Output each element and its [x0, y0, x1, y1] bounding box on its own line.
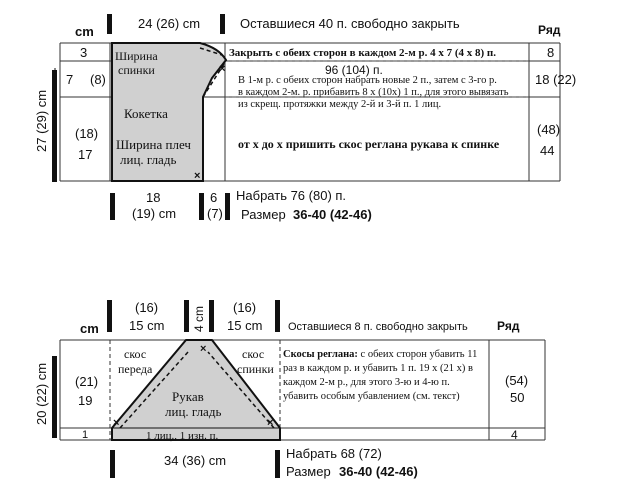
- col3-main: 15 cm: [227, 318, 263, 333]
- header-tick: [220, 14, 225, 34]
- add-line-1: В 1-м р. с обеих сторон набрать новые 2 п., затем с 3-го р.: [238, 75, 497, 86]
- raglan-line-2: раз в каждом р. и убавить 1 п. 19 х (21 х) в: [283, 363, 473, 374]
- col1-main: 15 cm: [129, 318, 165, 333]
- raglan-title: Скосы реглана:: [283, 349, 358, 360]
- sleeve-diagram: [34, 300, 545, 479]
- sleeve-label-2: лиц. гладь: [165, 404, 222, 419]
- bottom-tick: [275, 450, 280, 478]
- bottom-tick: [225, 193, 230, 220]
- add-line-2: в каждом 2-м. р. прибавить 8 х (10х) 1 п., для этого вывязать: [238, 87, 509, 98]
- row-50: 50: [510, 390, 525, 405]
- row-54: (54): [505, 373, 529, 388]
- raglan-line-3: каждом 2-м р., для этого 3-ю и 4-ю п.: [283, 377, 450, 388]
- col3-alt: (16): [233, 300, 257, 315]
- bottom-tick: [110, 450, 115, 478]
- row-header: Ряд: [538, 23, 561, 37]
- shoulder-label-1: Ширина плеч: [116, 137, 191, 152]
- sleeve-label-1: Рукав: [172, 389, 204, 404]
- add-line-3: из скрещ. протяжки между 2-й и 3-й п. 1 лиц.: [238, 99, 442, 110]
- bevel-front-2: переда: [118, 362, 153, 376]
- width-label-2: спинки: [118, 63, 155, 77]
- rib-label: 1 лиц., 1 изн. п.: [146, 430, 219, 442]
- width-top-label: 24 (26) cm: [138, 16, 201, 31]
- close-remaining-label: Оставшиеся 8 п. свободно закрыть: [288, 321, 468, 333]
- marker-x: ×: [200, 343, 207, 355]
- row-header: Ряд: [497, 319, 520, 333]
- left-rib: 1: [82, 429, 89, 441]
- height-label: 20 (22) cm: [34, 362, 49, 425]
- height-bar: [52, 356, 57, 438]
- cm-header: cm: [80, 321, 99, 336]
- bottom-width-main: 18: [146, 190, 161, 205]
- raglan-text-1: с обеих сторон убавить 11: [357, 349, 478, 360]
- bottom-width-alt: (19) cm: [132, 206, 177, 221]
- width-label-1: Ширина: [115, 49, 158, 63]
- size-label: Размер: [241, 207, 286, 222]
- bevel-front-1: скос: [124, 347, 147, 361]
- header-tick: [209, 300, 214, 332]
- row-44: 44: [540, 143, 555, 158]
- bottom-6: 6: [210, 190, 218, 205]
- row-8: 8: [547, 45, 555, 60]
- sew-raglan: от х до х пришить скос реглана рукава к спинке: [238, 137, 500, 151]
- left-alt: (21): [75, 374, 99, 389]
- back-panel-diagram: [34, 14, 576, 222]
- close-both-sides: Закрыть с обеих сторон в каждом 2-м р. 4 х 7 (4 х 8) п.: [229, 47, 496, 59]
- row-a-left: 3: [80, 45, 88, 60]
- bevel-back-2: спинки: [237, 362, 274, 376]
- col2: 4 cm: [192, 305, 206, 332]
- row-b-left-main: 7: [66, 72, 74, 87]
- raglan-line-4: убавить особым убавлением (см. текст): [283, 391, 460, 402]
- bottom-7: (7): [207, 206, 223, 221]
- close-remaining-label: Оставшиеся 40 п. свободно закрыть: [240, 16, 460, 31]
- header-tick: [184, 300, 189, 332]
- col1-alt: (16): [135, 300, 159, 315]
- size-value: 36-40 (42-46): [339, 464, 418, 479]
- row-c-left-main: 17: [78, 147, 93, 162]
- yoke-label: Кокетка: [124, 106, 168, 121]
- row-48: (48): [537, 122, 561, 137]
- row-4: 4: [511, 428, 518, 442]
- cast-on: Набрать 76 (80) п.: [236, 188, 347, 203]
- bevel-back-1: скос: [242, 347, 265, 361]
- bottom-tick: [199, 193, 204, 220]
- stitches-96: 96 (104) п.: [325, 63, 383, 77]
- marker-x: ×: [113, 417, 120, 429]
- size-label: Размер: [286, 464, 331, 479]
- cast-on: Набрать 68 (72): [286, 446, 382, 461]
- height-label: 27 (29) cm: [34, 89, 49, 152]
- header-tick: [107, 14, 112, 34]
- bottom-width: 34 (36) cm: [164, 453, 227, 468]
- header-tick: [275, 300, 280, 332]
- marker-x: ×: [194, 170, 201, 182]
- row-c-left-alt: (18): [75, 126, 99, 141]
- cm-header: cm: [75, 24, 94, 39]
- size-value: 36-40 (42-46): [293, 207, 372, 222]
- row-b-left-alt: (8): [90, 72, 106, 87]
- shoulder-label-2: лиц. гладь: [120, 152, 177, 167]
- raglan-line-1: [283, 349, 477, 360]
- left-main: 19: [78, 393, 93, 408]
- marker-x: ×: [219, 63, 226, 75]
- bottom-tick: [110, 193, 115, 220]
- marker-x: ×: [267, 417, 274, 429]
- header-tick: [107, 300, 112, 332]
- row-18-22: 18 (22): [535, 72, 577, 87]
